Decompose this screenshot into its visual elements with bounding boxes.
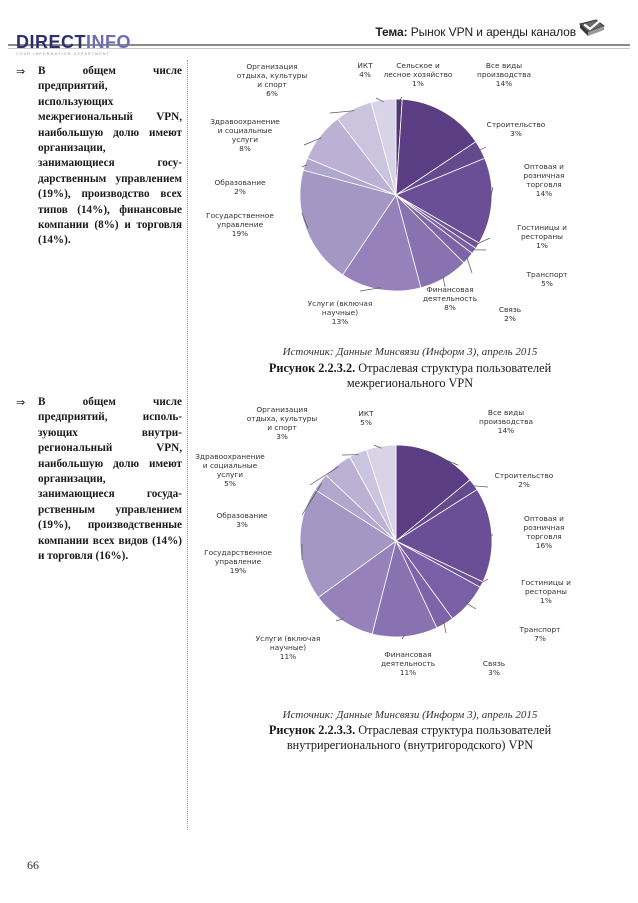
pie-slice-label-line: Организация [256,405,308,414]
pie-slice-label-line: и социальные [202,461,258,470]
pie-slice-label-line: производства [476,70,532,79]
pie-slice-label-line: Связь [482,659,506,668]
pie-slice-label-line: 14% [495,79,513,88]
pie-slice-label-line: торговля [526,180,562,189]
pie-slice-label [381,650,435,677]
caption-line-2: внутрирегионального (внутригородского) VPN [286,738,534,752]
caption-line-2: межрегионального VPN [346,376,474,390]
pie-slice-label-line: 3% [276,432,288,441]
pie-slice-label-line: Гостиницы и [521,578,571,587]
pie-slice-label-line: производства [478,417,534,426]
pie-slice-label-line: Организация [246,62,298,71]
pie-slice-label [521,578,571,605]
pie-slice-label-line: 5% [224,479,236,488]
pie-slice-label-line: 3% [236,520,248,529]
pie-slice-label-line: Образование [216,511,268,520]
pie-slice-label [195,452,265,488]
pie-slice-label-line: ИКТ [357,61,373,70]
pie-slice-label-line: 2% [518,480,530,489]
pie-slice-label-line: управление [216,220,264,229]
pie-slice-label-line: Все виды [487,408,525,417]
pie-slice-label-line: Государственное [204,548,272,557]
pie-slice-label-line: и спорт [257,80,287,89]
logo-word-direct: DIRECT [16,32,86,52]
pie-slice-label-line: 19% [229,566,247,575]
pie-slice-label [517,223,567,250]
pie-slice-label [210,117,280,153]
caption-line-1: Отраслевая структура пользователей [358,723,552,737]
pie-slice-label-line: лесное хозяйство [383,70,453,79]
pie-slice-label-line: торговля [526,532,562,541]
pie-slice-label-line: 5% [541,279,553,288]
logo-wordmark [16,33,156,51]
pie-slice-label-line: 14% [535,189,553,198]
pie-slice-label-line: Строительство [486,120,546,129]
pie-slice-label [237,62,308,98]
bullet-arrow-icon: ⇒ [16,65,26,78]
bullet-text: В общем числе предприятий, использующих межрегиональный VPN, наибольшую долю имеют организации, занимающиеся государственным управлением (19%), производство всех типов (14%), финансовые компании (8%) и торговля (14%). [38,65,182,247]
figure-caption [220,361,600,391]
pie-slice-label-line: управление [214,557,262,566]
pie-slice-label [519,625,562,643]
caption-number: Рисунок 2.2.3.2. [268,361,356,375]
figure-source: Источник: Данные Минсвязи (Информ 3), апрель 2015 [282,709,538,721]
pie-slice-label-line: Транспорт [519,625,561,634]
caption-line-1: Отраслевая структура пользователей [358,361,552,375]
pie-slice-label-line: 13% [331,317,349,326]
pie-slice-label [204,548,272,575]
pie-slice-label-line: 2% [504,314,516,323]
pie-slice-label-line: Услуги (включая [307,299,373,308]
pie-slice-label-line: Услуги (включая [255,634,321,643]
header-topic-text: Рынок VPN и аренды каналов [410,25,576,39]
header-topic-label: Тема: [375,25,408,39]
pie-slice-label-line: отдыха, культуры [246,414,318,423]
pie-slice-label-line: 11% [279,652,297,661]
pie-slice-label-line: 8% [444,303,456,312]
column-divider [187,60,188,830]
pie-slice-label [499,305,521,323]
pie-slice-label-line: 16% [535,541,553,550]
pie-slice-label-line: услуги [216,470,244,479]
pie-slice-label-line: ИКТ [358,409,374,418]
pie-slice-label [384,61,453,88]
pie-slice-label [495,471,554,489]
pie-slice-label-line: 7% [534,634,546,643]
pie-slice-label-line: деятельность [422,294,478,303]
logo-tagline: YOUR INFORMATION DEPARTMENT [16,52,111,56]
pie-slice-label-line: рестораны [524,587,568,596]
pie-slice-label-line: Финансовая [426,285,474,294]
pie-slice-label-line: деятельность [380,659,436,668]
pie-chart-interregional [190,55,630,345]
pie-slice-label [524,514,565,550]
pie-slice-label-line: 19% [231,229,249,238]
pie-slice-label-line: Финансовая [384,650,432,659]
pie-slice-label-line: отдыха, культуры [236,71,308,80]
bullet-arrow-icon: ⇒ [16,396,26,409]
pie-slice-label [487,120,546,138]
caption-number: Рисунок 2.2.3.3. [268,723,356,737]
pie-slice-label-line: Все виды [485,61,523,70]
pie-slice-label [524,162,565,198]
pie-slice-label-line: 3% [510,129,522,138]
pie-chart-intraregional [190,395,630,690]
pie-slice-label-line: научные) [321,308,359,317]
pie-slice-label-line: 1% [540,596,552,605]
pie-slice-label-line: Сельское и [396,61,440,70]
figure-caption [220,723,600,753]
pie-slice-label-line: Оптовая и [524,162,564,171]
bullet-interregional [16,64,182,249]
pie-slice-label [483,659,505,677]
pie-slice-label-line: 6% [266,89,278,98]
bullet-intraregional [16,395,182,564]
pie-slice-label [358,409,374,427]
pie-slice-label-line: розничная [523,171,565,180]
pie-slice-label-line: Образование [214,178,266,187]
pie-slice-label-line: научные) [269,643,307,652]
pie-slice-label-line: и социальные [217,126,273,135]
pie-slice-label-line: 11% [399,668,417,677]
header-topic [375,25,576,39]
pie-slice-label [526,270,569,288]
pie-leader-line [467,257,472,273]
pie-slice-label-line: Строительство [494,471,554,480]
pie-slice-label-line: Транспорт [526,270,568,279]
pie-slice-label-line: 1% [536,241,548,250]
pie-slice-label [214,178,266,196]
pie-slice-label [477,61,531,88]
pie-slice-label-line: 8% [239,144,251,153]
pie-slice-label [357,61,373,79]
pie-slice-label [206,211,274,238]
pie-slice-label-line: услуги [231,135,259,144]
pie-slice-label-line: 4% [359,70,371,79]
pie-slice-label-line: Связь [498,305,522,314]
pie-slice-label [308,299,373,326]
pie-slice-label-line: Гостиницы и [517,223,567,232]
pie-slice-label-line: розничная [523,523,565,532]
pie-slice-label-line: 14% [497,426,515,435]
pie-slice-label-line: Оптовая и [524,514,564,523]
page-number: 66 [27,858,39,872]
pie-slice-label-line: и спорт [267,423,297,432]
pie-slice-label-line: рестораны [520,232,564,241]
pie-slice-label [247,405,318,441]
pie-slice-label-line: 5% [360,418,372,427]
figure-source: Источник: Данные Минсвязи (Информ 3), апрель 2015 [282,346,538,358]
pie-slice-label-line: Здравоохранение [210,117,280,126]
bullet-text: В общем числе предприятий, использующих внутрирегиональный VPN, наибольшую долю имеют организации, занимающиеся государственным управлением (19%), производственные компании всех видов (14%) и торговля (16%). [38,396,182,563]
pie-slice-label [479,408,533,435]
pie-slice-label-line: 3% [488,668,500,677]
pie-slice-label-line: 1% [412,79,424,88]
pie-slice-label-line: Государственное [206,211,274,220]
pie-leader-line [467,603,477,609]
pie-slice-label [216,511,268,529]
pie-slice-label-line: 2% [234,187,246,196]
pie-slice-label-line: Здравоохранение [195,452,265,461]
pie-slice-label [256,634,321,661]
logo-word-info: INFO [86,32,131,52]
directinfo-logo [16,33,156,56]
pie-slice-label [423,285,477,312]
checkbox-check-icon [576,16,608,38]
